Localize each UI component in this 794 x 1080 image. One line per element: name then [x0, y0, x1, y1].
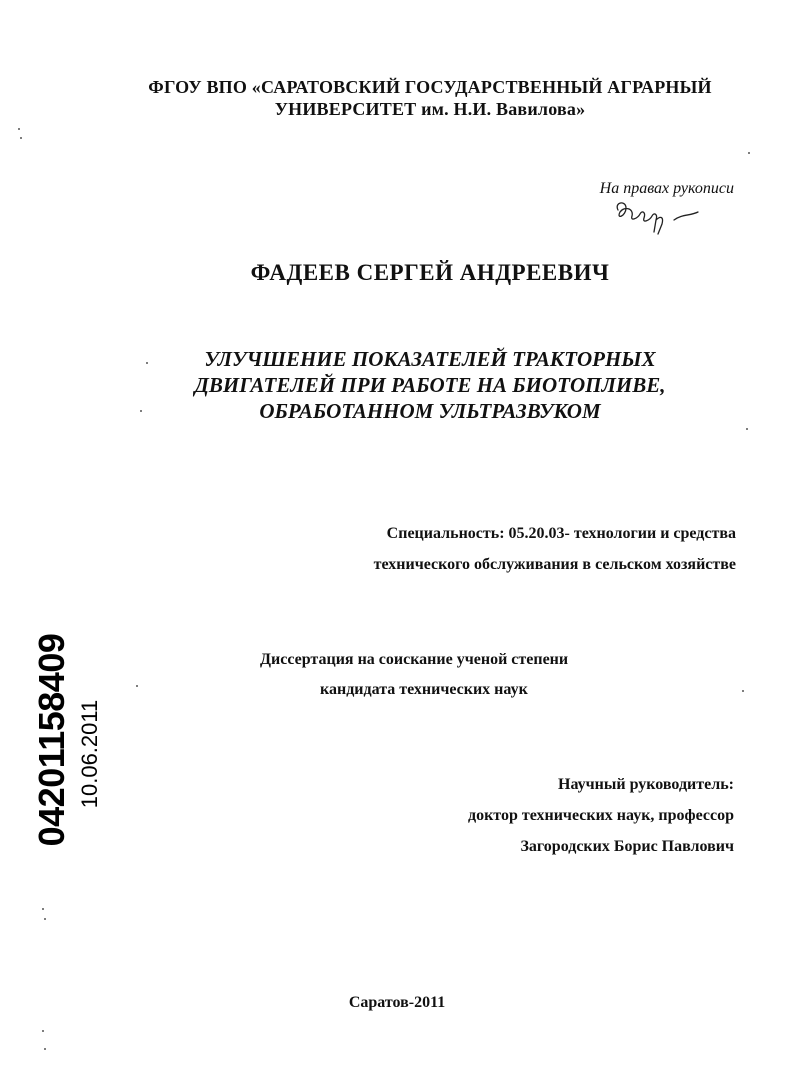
- scan-speck: [146, 362, 148, 364]
- author-name: ФАДЕЕВ СЕРГЕЙ АНДРЕЕВИЧ: [250, 260, 610, 285]
- dissertation-type-line-2: кандидата технических наук: [320, 681, 528, 698]
- scan-speck: [44, 1048, 46, 1050]
- dissertation-type-line-1: Диссертация на соискание ученой степени: [260, 651, 569, 668]
- organization-line-1: ФГОУ ВПО «САРАТОВСКИЙ ГОСУДАРСТВЕННЫЙ АГРАРНЫЙ: [148, 77, 712, 97]
- scan-speck: [748, 152, 750, 154]
- scan-speck: [20, 137, 22, 139]
- library-stamp-date-text: 10.06.2011: [77, 699, 102, 809]
- scan-speck: [140, 410, 142, 412]
- scan-speck: [44, 918, 46, 920]
- scan-speck: [42, 908, 44, 910]
- title-line-1: УЛУЧШЕНИЕ ПОКАЗАТЕЛЕЙ ТРАКТОРНЫХ: [204, 347, 656, 371]
- city-year: Саратов-2011: [348, 994, 446, 1011]
- advisor-degree: доктор технических наук, профессор: [467, 807, 734, 824]
- specialty-line-2: технического обслуживания в сельском хозяйстве: [373, 556, 736, 573]
- scan-speck: [42, 1030, 44, 1032]
- title-line-3: ОБРАБОТАННОМ УЛЬТРАЗВУКОМ: [259, 399, 601, 423]
- rights-note: На правах рукописи: [599, 180, 734, 197]
- dissertation-title: [150, 346, 710, 424]
- advisor-heading: Научный руководитель:: [558, 776, 734, 793]
- specialty-line-1: Специальность: 05.20.03- технологии и средства: [386, 525, 736, 542]
- organization-header: [90, 76, 770, 120]
- library-stamp-number-text: 04201158409: [31, 633, 72, 847]
- scan-speck: [746, 428, 748, 430]
- organization-line-2: УНИВЕРСИТЕТ им. Н.И. Вавилова»: [274, 99, 586, 119]
- scan-speck: [742, 690, 744, 692]
- advisor-name: Загородских Борис Павлович: [520, 838, 734, 855]
- scan-speck: [18, 128, 20, 130]
- author-signature: [612, 198, 707, 238]
- title-line-2: ДВИГАТЕЛЕЙ ПРИ РАБОТЕ НА БИОТОПЛИВЕ,: [194, 373, 666, 397]
- scan-speck: [136, 685, 138, 687]
